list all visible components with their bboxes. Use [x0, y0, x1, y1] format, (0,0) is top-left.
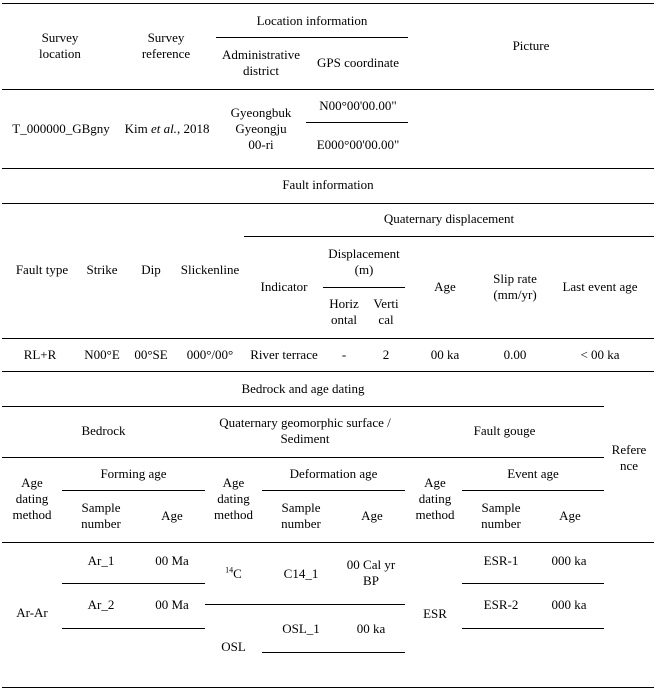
cell-deformation-sample-1: C14_1: [283, 566, 319, 581]
cell-dip: 00°SE: [134, 347, 168, 362]
rule-gouge-row1: [462, 583, 604, 584]
c14-letter: C: [233, 566, 242, 581]
header-bedrock-method-line1: Age: [21, 475, 43, 490]
rule-quaternary-displacement: [244, 236, 654, 237]
cell-gps-n: N00°00'00.00": [319, 98, 397, 113]
header-gouge-method-line3: method: [415, 507, 455, 522]
rule-osl-row: [262, 652, 405, 653]
header-last-event-age: Last event age: [562, 279, 638, 294]
cell-deformation-sample-2: OSL_1: [282, 621, 320, 636]
rule-section2-header: [2, 338, 654, 339]
cell-bedrock-sample-2: Ar_2: [87, 597, 115, 612]
header-fault-gouge: Fault gouge: [473, 423, 536, 438]
rule-bedrock-title: [2, 406, 604, 407]
rule-section3-groups: [2, 457, 604, 458]
header-deformation-sample-line2: number: [281, 516, 321, 531]
header-bedrock-method-line2: dating: [15, 491, 49, 506]
header-quaternary-method-line2: dating: [217, 491, 250, 506]
header-fault-type: Fault type: [15, 262, 69, 277]
rule-gps: [306, 122, 408, 123]
rule-section1-header: [2, 89, 654, 90]
header-gouge-sample-line1: Sample: [481, 500, 521, 515]
cell-horizontal: -: [341, 347, 347, 362]
cell-slickenline: 000°/00°: [186, 347, 234, 362]
header-vertical-line2: cal: [378, 312, 394, 327]
header-bedrock-sample-line2: number: [81, 516, 121, 531]
header-bedrock-sample-line1: Sample: [81, 500, 121, 515]
title-bedrock-age-dating: Bedrock and age dating: [241, 381, 365, 396]
rule-forming-age: [62, 490, 205, 491]
cell-age: 00 ka: [430, 347, 460, 362]
header-slip-rate-line2: (mm/yr): [493, 287, 537, 302]
cell-deformation-age-1-line2: BP: [363, 573, 379, 588]
cell-vertical: 2: [382, 347, 390, 362]
header-quaternary-displacement: Quaternary displacement: [383, 211, 515, 226]
rule-gouge-row2: [462, 628, 604, 629]
cell-bedrock-sample-1: Ar_1: [87, 553, 115, 568]
header-bedrock: Bedrock: [81, 423, 126, 438]
cell-fault-type: RL+R: [23, 347, 57, 362]
header-reference-line1: Refere: [611, 442, 647, 457]
rule-bedrock-row1: [62, 583, 205, 584]
cell-deformation-age-2: 00 ka: [356, 621, 386, 636]
title-fault-information: Fault information: [282, 177, 374, 192]
cell-gouge-sample-1: ESR-1: [483, 553, 519, 568]
c14-superscript: 14: [225, 565, 234, 575]
cell-bedrock-method: Ar-Ar: [16, 605, 48, 620]
header-displacement-line1: Displacement: [328, 246, 400, 261]
header-deformation-sample-line1: Sample: [281, 500, 321, 515]
header-deformation-age: Deformation age: [289, 466, 378, 481]
header-slip-rate-line1: Slip rate: [493, 271, 537, 286]
header-picture: Picture: [512, 38, 550, 53]
cell-bedrock-age-2: 00 Ma: [155, 597, 189, 612]
cell-gouge-method: ESR: [423, 606, 447, 621]
header-indicator: Indicator: [260, 279, 308, 294]
header-strike: Strike: [86, 262, 118, 277]
header-quaternary-line1: Quaternary geomorphic surface /: [219, 415, 391, 430]
cell-c14-method: [205, 566, 262, 582]
cell-survey-reference: [112, 121, 222, 137]
header-quaternary-method-line3: method: [214, 507, 253, 522]
cell-district-line1: Gyeongbuk: [230, 105, 292, 120]
header-administrative-district: Administrative district: [222, 47, 300, 78]
reference-etal: et al.: [150, 121, 177, 136]
cell-deformation-age-1-line1: 00 Cal yr: [346, 557, 396, 572]
rule-deformation-age: [262, 490, 405, 491]
header-reference-line2: nce: [619, 458, 639, 473]
cell-bedrock-age-1: 00 Ma: [155, 553, 189, 568]
header-displacement-line2: (m): [354, 262, 374, 277]
header-deformation-age-col: Age: [361, 508, 383, 523]
rule-event-age: [462, 490, 604, 491]
cell-gouge-age-1: 000 ka: [551, 553, 587, 568]
header-age: Age: [434, 279, 456, 294]
rule-top: [2, 3, 654, 4]
header-gouge-method-line2: dating: [418, 491, 452, 506]
header-horizontal-line1: Horiz: [329, 296, 359, 311]
cell-gouge-sample-2: ESR-2: [483, 597, 519, 612]
cell-osl-method: OSL: [221, 639, 246, 654]
cell-district-line2: Gyeongju: [235, 121, 287, 136]
header-dip: Dip: [141, 262, 161, 277]
rule-bedrock-row2: [62, 628, 205, 629]
reference-author: Kim: [124, 121, 148, 136]
reference-year: , 2018: [176, 121, 210, 136]
header-event-age: Event age: [507, 466, 559, 481]
rule-section2-end: [2, 371, 654, 372]
header-bedrock-method-line3: method: [12, 507, 52, 522]
header-survey-location: Survey location: [39, 30, 81, 61]
cell-gps-e: E000°00'00.00": [316, 137, 400, 152]
header-gouge-sample-line2: number: [481, 516, 521, 531]
header-gouge-age: Age: [559, 508, 581, 523]
cell-last-event-age: < 00 ka: [580, 347, 620, 362]
cell-slip-rate: 0.00: [503, 347, 527, 362]
header-quaternary-line2: Sediment: [280, 431, 330, 446]
cell-strike: N00°E: [84, 347, 120, 362]
header-gouge-method-line1: Age: [424, 475, 446, 490]
rule-section3-header: [2, 542, 654, 543]
cell-survey-location: T_000000_GBgny: [12, 121, 110, 136]
cell-indicator: River terrace: [250, 347, 318, 362]
rule-bottom: [2, 687, 654, 688]
header-location-information: Location information: [256, 13, 368, 28]
header-bedrock-age: Age: [161, 508, 183, 523]
header-slickenline: Slickenline: [180, 262, 240, 277]
cell-district-line3: 00-ri: [248, 137, 274, 152]
rule-fault-info: [2, 203, 654, 204]
header-forming-age: Forming age: [100, 466, 167, 481]
header-gps-coordinate: GPS coordinate: [317, 55, 399, 70]
header-vertical-line1: Verti: [373, 296, 399, 311]
rule-c14-row: [205, 604, 405, 605]
rule-section1-end: [2, 168, 654, 169]
header-quaternary-method-line1: Age: [222, 475, 245, 490]
rule-location-info: [216, 37, 408, 38]
cell-gouge-age-2: 000 ka: [551, 597, 587, 612]
header-survey-reference: Survey reference: [141, 30, 191, 61]
rule-displacement: [323, 287, 405, 288]
header-horizontal-line2: ontal: [331, 312, 357, 327]
